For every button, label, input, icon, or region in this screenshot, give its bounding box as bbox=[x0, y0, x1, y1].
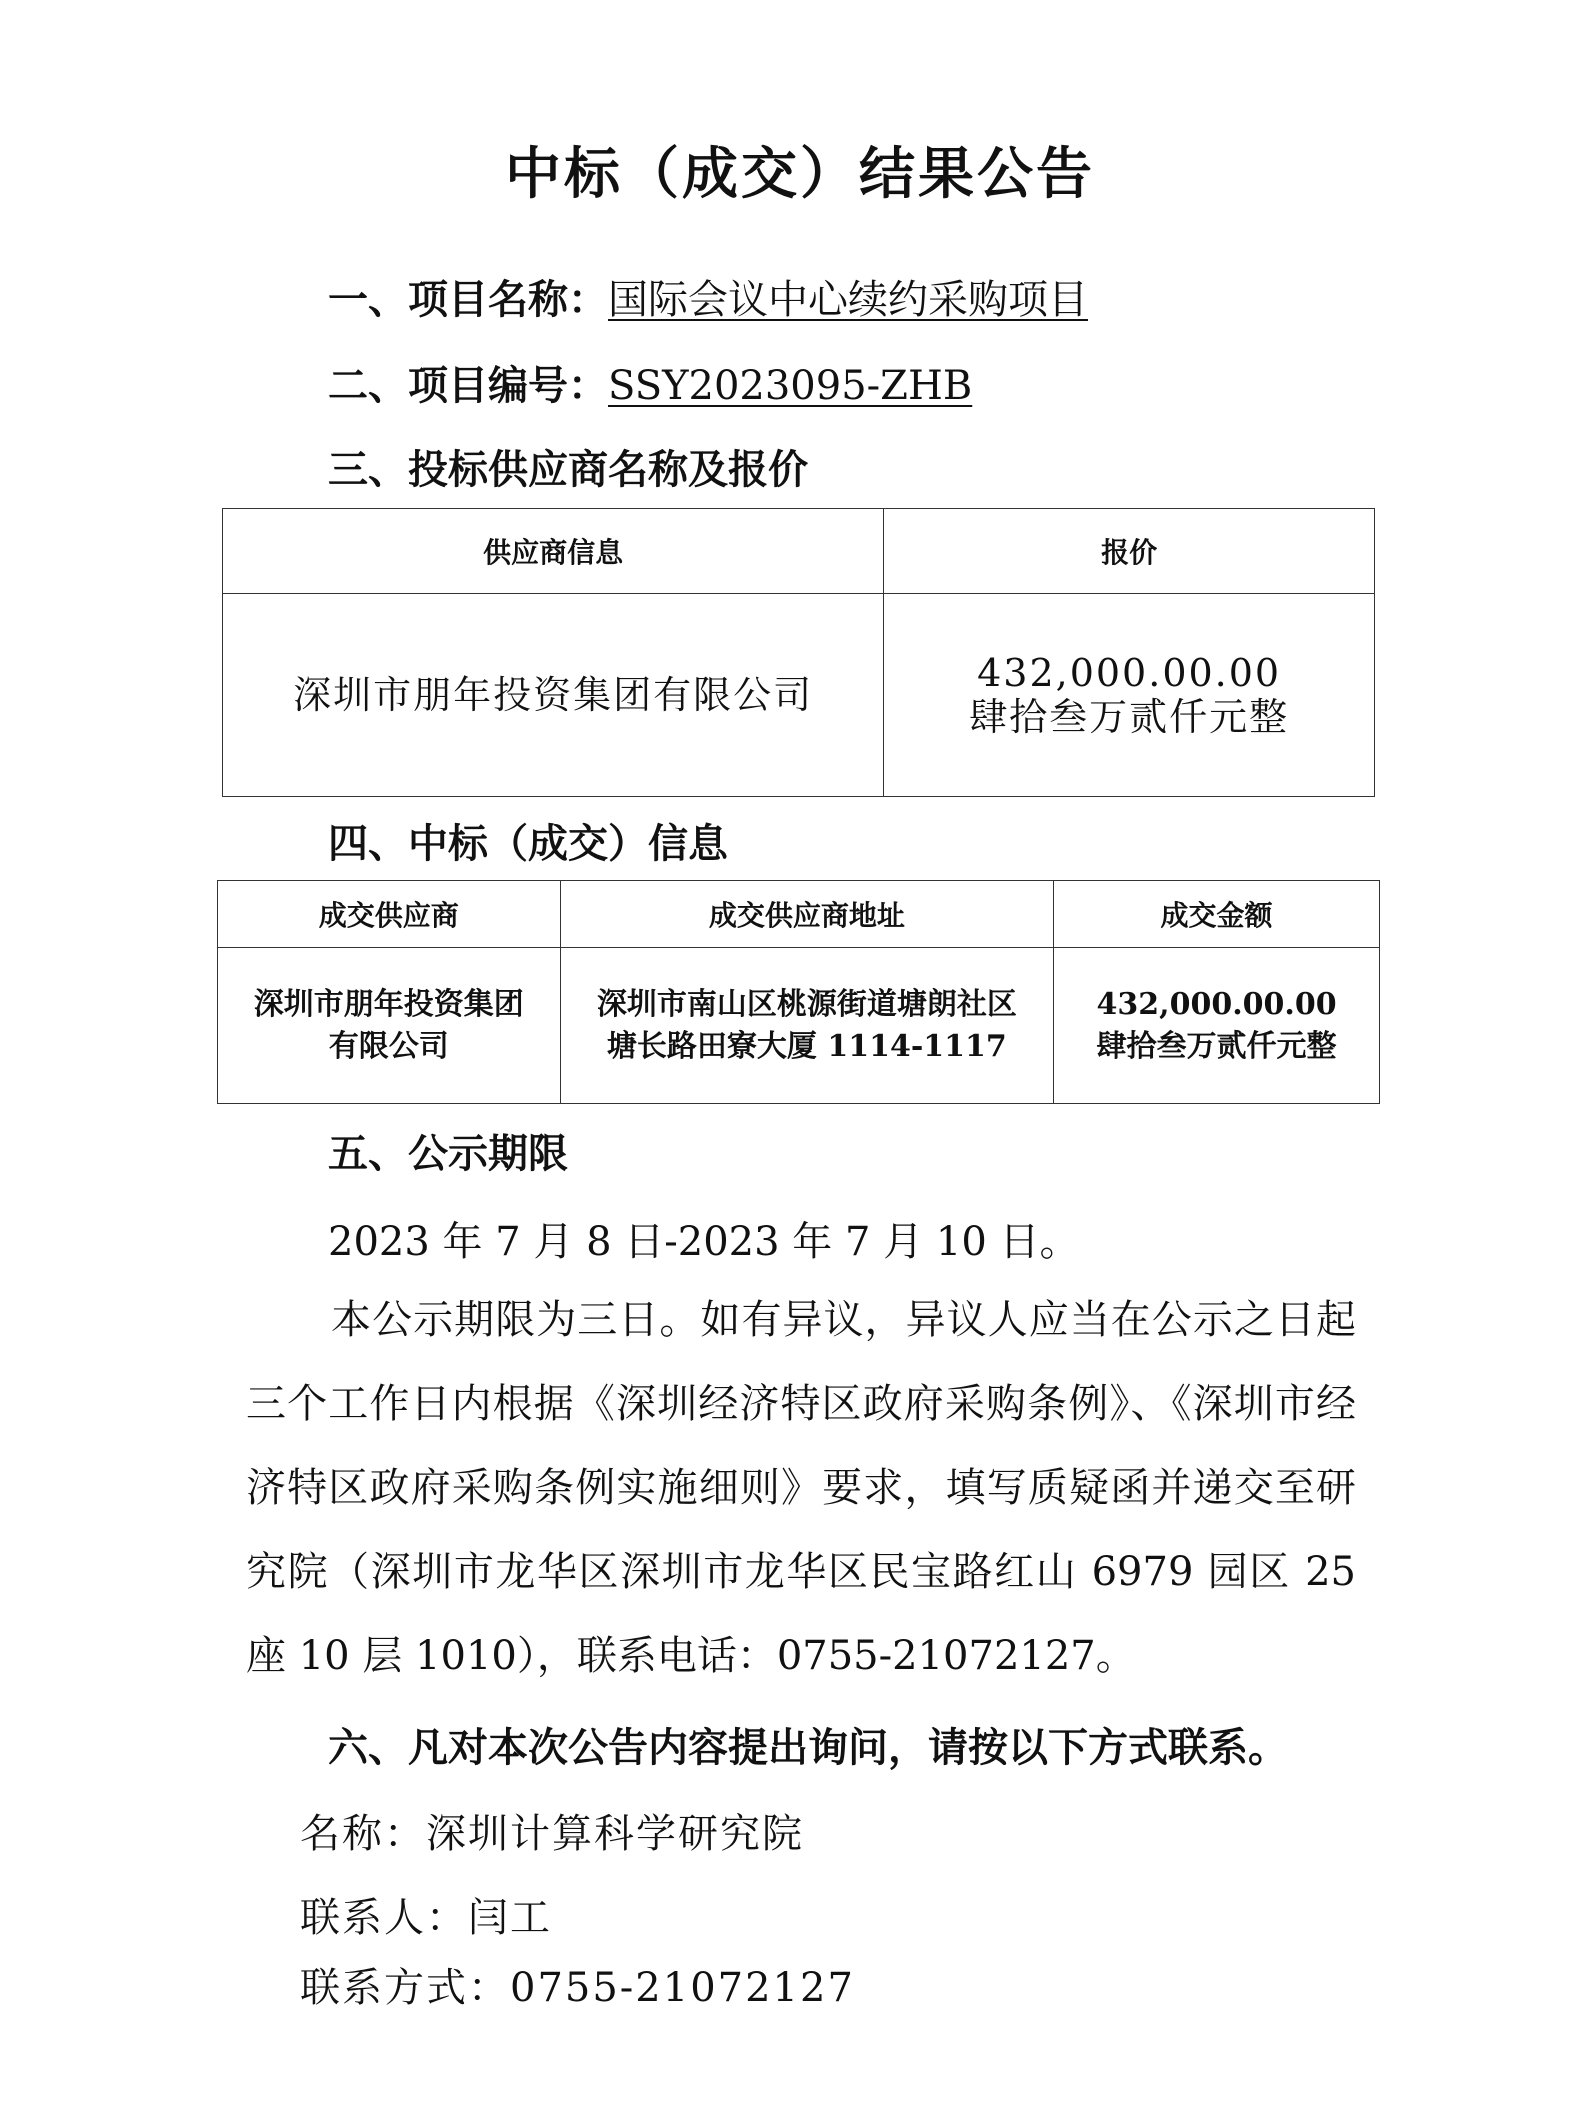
contact-person: 联系人：闫工 bbox=[300, 1895, 552, 1941]
objection-notice-text: 本公示期限为三日。如有异议，异议人应当在公示之日起三个工作日内根据《深圳经济特区政府采购条例》、《深圳市经济特区政府采购条例实施细则》要求，填写质疑函并递交至研究院（深圳市龙华区深圳市龙华区民宝路红山 6979 园区 25 座 10 层 1010），联系电话：0755-21072127。 bbox=[246, 1297, 1356, 1679]
column-header-price: 报价 bbox=[884, 509, 1375, 594]
table-row bbox=[223, 594, 1375, 797]
notice-period: 2023 年 7 月 8 日-2023 年 7 月 10 日。 bbox=[328, 1219, 1080, 1265]
winner-amount: 432,000.00.00 bbox=[1096, 986, 1337, 1022]
column-header-winner: 成交供应商 bbox=[218, 881, 561, 948]
project-name-value: 国际会议中心续约采购项目 bbox=[608, 277, 1088, 323]
project-number-value: SSY2023095-ZHB bbox=[608, 363, 973, 409]
winner-address-line2: 塘长路田寮大厦 1114-1117 bbox=[606, 1028, 1007, 1064]
contact-phone: 联系方式：0755-21072127 bbox=[300, 1965, 855, 2011]
contact-heading: 六、凡对本次公告内容提出询问，请按以下方式联系。 bbox=[328, 1725, 1288, 1771]
winner-name-line2: 有限公司 bbox=[328, 1028, 449, 1064]
column-header-address: 成交供应商地址 bbox=[560, 881, 1053, 948]
table-header-row bbox=[218, 881, 1380, 948]
bidder-price-cell bbox=[884, 594, 1375, 797]
table-header-row bbox=[223, 509, 1375, 594]
award-heading: 四、中标（成交）信息 bbox=[328, 821, 728, 867]
project-number-row bbox=[328, 360, 972, 412]
page-title: 中标（成交）结果公告 bbox=[505, 142, 1095, 207]
project-number-label: 二、项目编号： bbox=[328, 363, 608, 409]
winner-address-cell bbox=[560, 948, 1053, 1104]
column-header-supplier: 供应商信息 bbox=[223, 509, 884, 594]
bidder-price: 432,000.00.00 bbox=[977, 651, 1282, 695]
winner-cell bbox=[218, 948, 561, 1104]
bidders-heading: 三、投标供应商名称及报价 bbox=[328, 447, 808, 493]
bidder-name: 深圳市朋年投资集团有限公司 bbox=[223, 594, 884, 797]
winner-name-line1: 深圳市朋年投资集团 bbox=[253, 986, 524, 1022]
winner-address-line1: 深圳市南山区桃源街道塘朗社区 bbox=[596, 986, 1017, 1022]
winner-amount-cell bbox=[1054, 948, 1380, 1104]
objection-notice bbox=[246, 1278, 1356, 1698]
notice-period-heading: 五、公示期限 bbox=[328, 1131, 568, 1177]
contact-organization: 名称：深圳计算科学研究院 bbox=[300, 1811, 804, 1857]
table-row bbox=[218, 948, 1380, 1104]
project-name-row bbox=[328, 274, 1088, 326]
project-name-label: 一、项目名称： bbox=[328, 277, 608, 323]
winner-amount-words: 肆拾叁万贰仟元整 bbox=[1096, 1028, 1337, 1064]
award-table bbox=[217, 880, 1380, 1104]
bidders-table bbox=[222, 508, 1375, 797]
column-header-amount: 成交金额 bbox=[1054, 881, 1380, 948]
bidder-price-words: 肆拾叁万贰仟元整 bbox=[969, 695, 1290, 739]
